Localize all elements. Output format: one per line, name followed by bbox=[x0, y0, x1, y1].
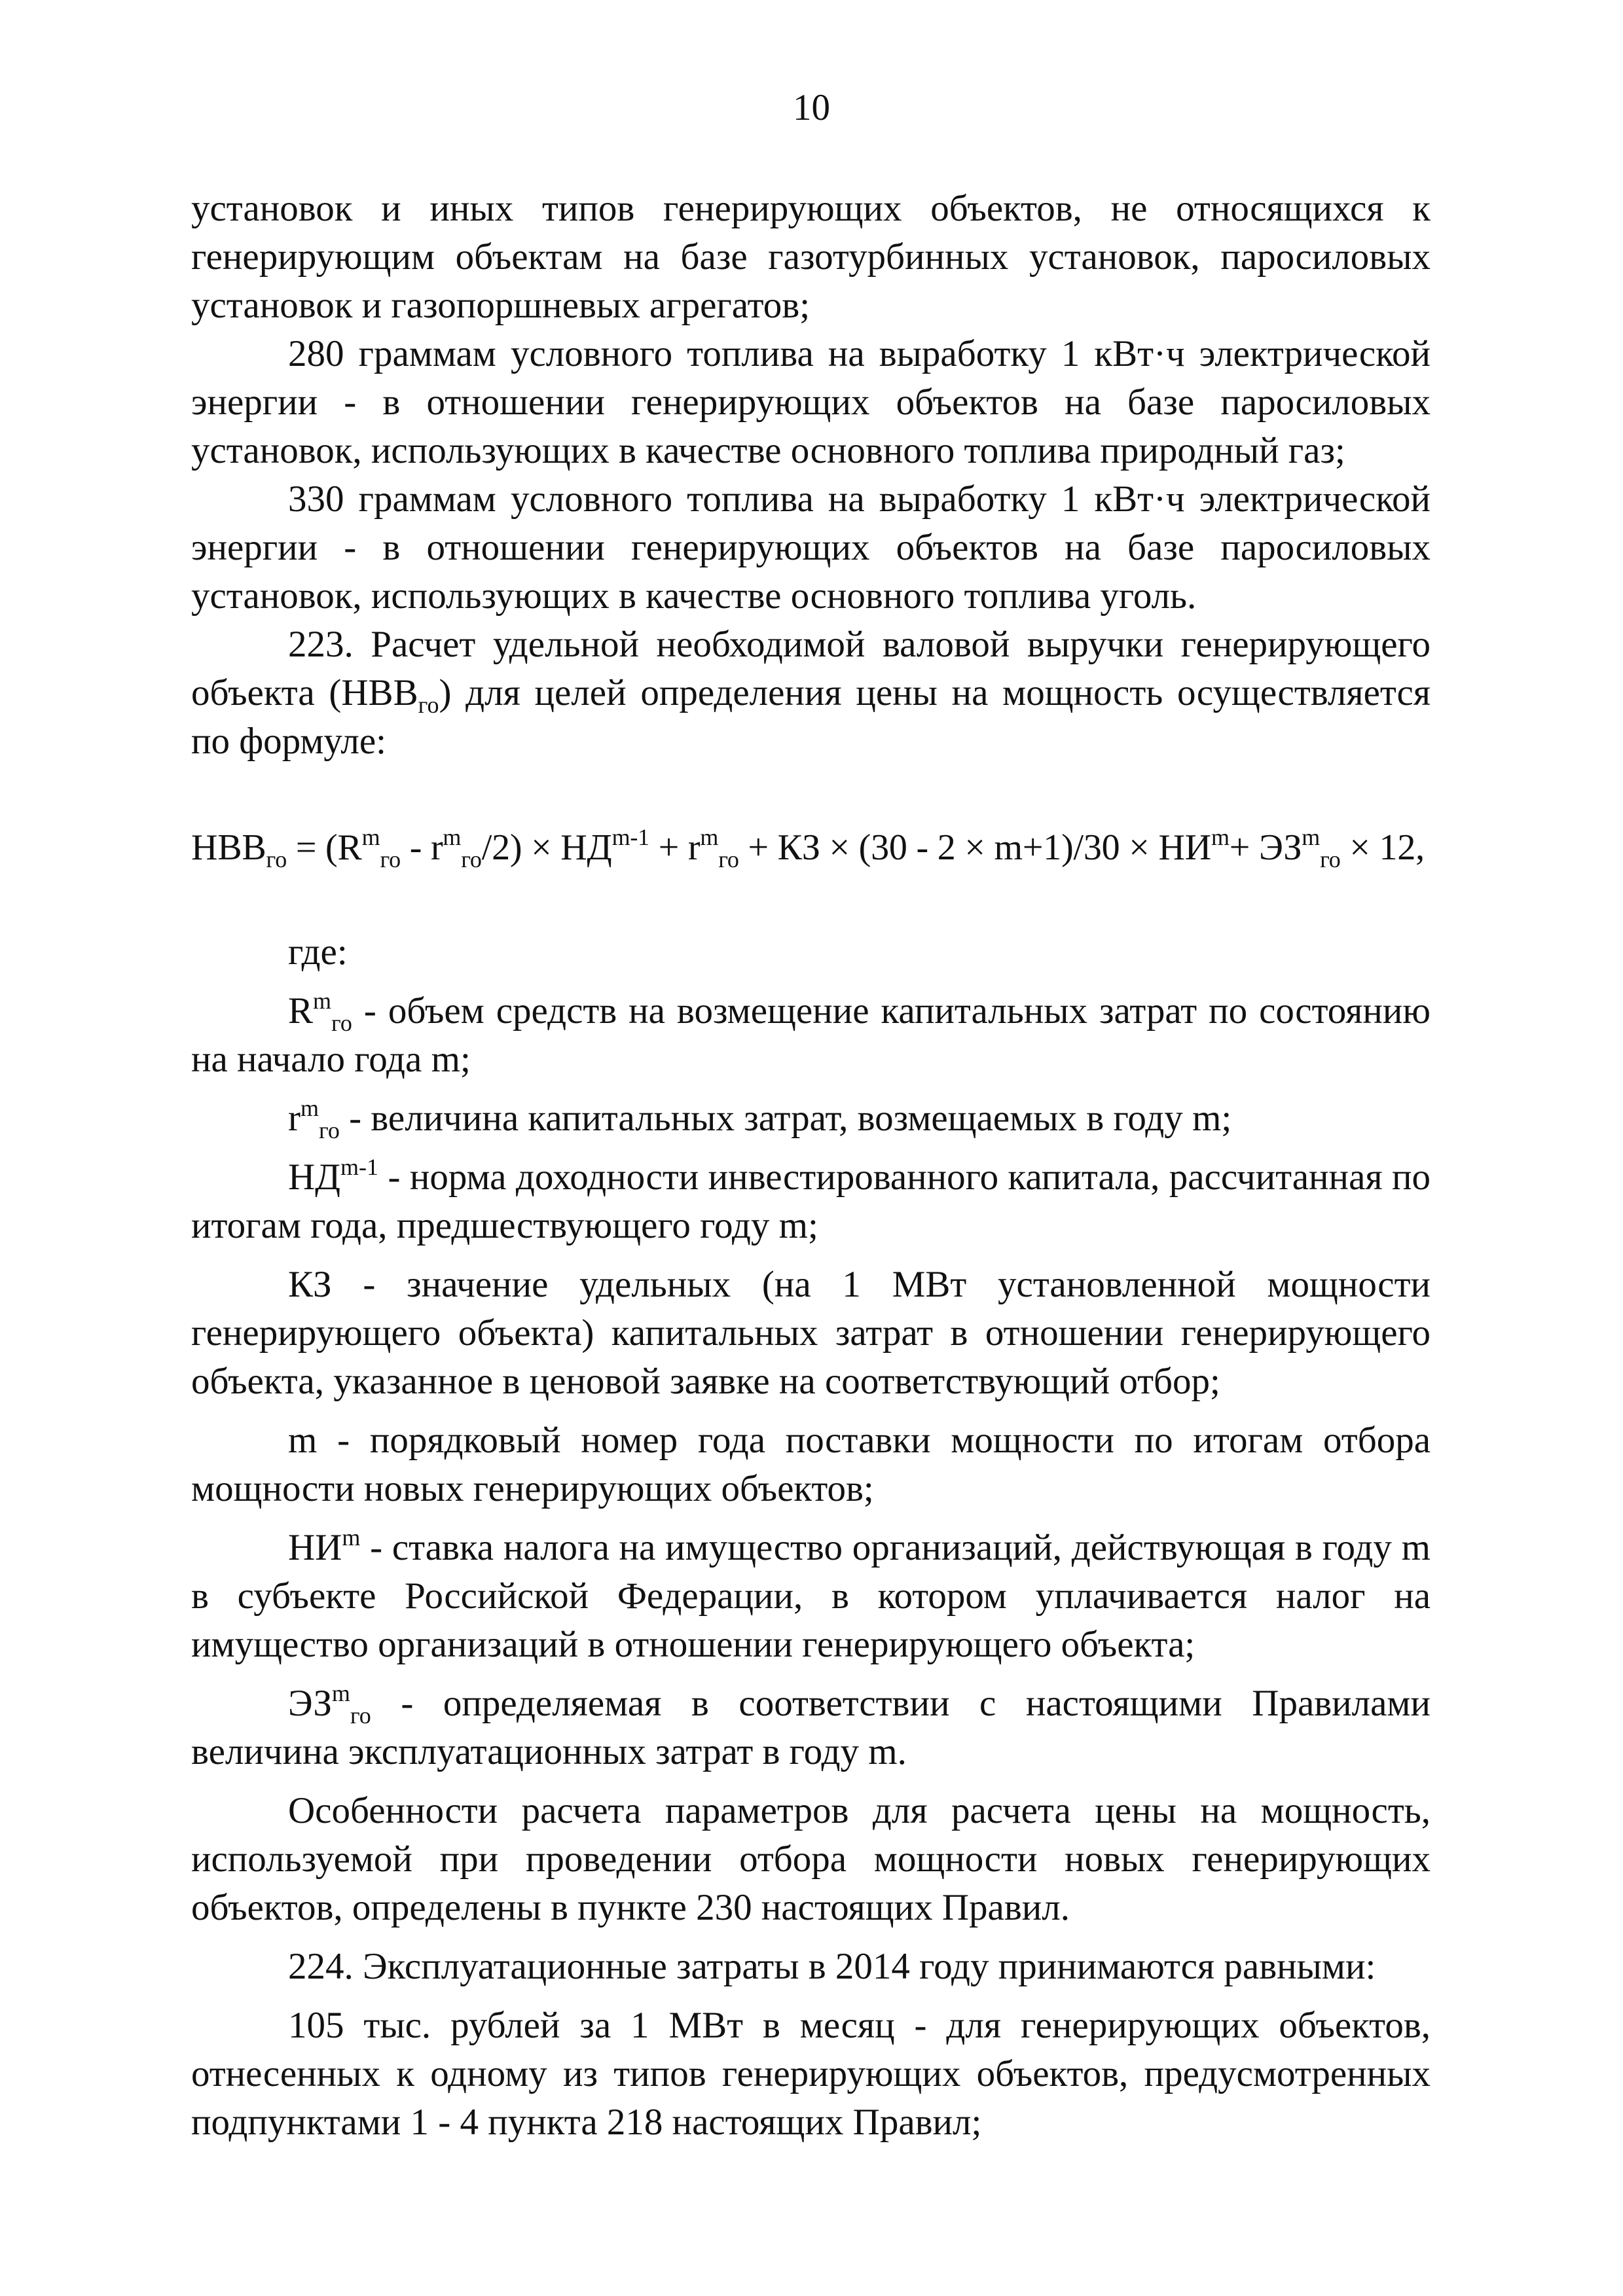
formula-part: /2) × НД bbox=[481, 827, 612, 868]
definition-EZ bbox=[191, 1679, 1431, 1776]
def-symbol: НД bbox=[288, 1157, 341, 1198]
nvv-formula bbox=[191, 823, 1431, 872]
definition-ND bbox=[191, 1153, 1431, 1250]
formula-sup: m-1 bbox=[611, 824, 649, 850]
formula-sup: m bbox=[361, 824, 380, 850]
formula-part: - r bbox=[400, 827, 443, 868]
formula-sup: m bbox=[1302, 824, 1321, 850]
def-text: - норма доходности инвестированного капитала, рассчитанная по итогам года, предшествующего году m; bbox=[191, 1157, 1431, 1246]
formula-sub: го bbox=[461, 846, 482, 872]
formula-sub: го bbox=[1320, 846, 1341, 872]
definition-R bbox=[191, 987, 1431, 1084]
def-symbol: ЭЗ bbox=[288, 1683, 332, 1724]
def-sub: го bbox=[319, 1117, 340, 1143]
def-sup: m bbox=[331, 1680, 350, 1706]
definition-KZ: КЗ - значение удельных (на 1 МВт установленной мощности генерирующего объекта) капитальных затрат в отношении генерирующего объекта, указанное в ценовой заявке на соответствующий отбор; bbox=[191, 1264, 1431, 1402]
def-text: - величина капитальных затрат, возмещаемых в году m; bbox=[339, 1098, 1232, 1139]
formula-sup: m bbox=[443, 824, 462, 850]
def-symbol: R bbox=[288, 990, 314, 1031]
p223-text-b: ) для целей определения цены на мощность осуществляется по формуле: bbox=[191, 672, 1431, 762]
def-sup: m bbox=[300, 1095, 319, 1121]
where-label: где: bbox=[288, 931, 348, 973]
paragraph-continuation: установок и иных типов генерирующих объектов, не относящихся к генерирующим объектам на базе газотурбинных установок, паросиловых установок и газопоршневых агрегатов; bbox=[191, 188, 1431, 326]
paragraph-105-thousand: 105 тыс. рублей за 1 МВт в месяц - для генерирующих объектов, отнесенных к одному из типов генерирующих объектов, предусмотренных подпунктами 1 - 4 пункта 218 настоящих Правил; bbox=[191, 2005, 1431, 2143]
document-body bbox=[191, 185, 1431, 2147]
def-text: - ставка налога на имущество организаций, действующая в году m в субъекте Российской Федерации, в котором уплачивается налог на имущество организаций в отношении генерирующего объекта; bbox=[191, 1527, 1431, 1665]
definition-m: m - порядковый номер года поставки мощности по итогам отбора мощности новых генерирующих объектов; bbox=[191, 1420, 1431, 1509]
formula-sub: го bbox=[266, 846, 287, 872]
paragraph-224: 224. Эксплуатационные затраты в 2014 году принимаются равными: bbox=[288, 1946, 1376, 1987]
formula-sub: го bbox=[718, 846, 739, 872]
formula-part: = (R bbox=[287, 827, 362, 868]
def-symbol: НИ bbox=[288, 1527, 342, 1568]
formula-part: НВВ bbox=[191, 827, 266, 868]
formula-sup: m bbox=[1211, 824, 1230, 850]
page-number: 10 bbox=[793, 87, 830, 128]
formula-part: + r bbox=[649, 827, 701, 868]
p223-text-a: 223. Расчет удельной необходимой валовой выручки генерирующего объекта (НВВ bbox=[191, 624, 1431, 713]
paragraph-280-grams: 280 граммам условного топлива на выработку 1 кВт·ч электрической энергии - в отношении генерирующих объектов на базе паросиловых установок, использующих в качестве основного топлива природный газ; bbox=[191, 333, 1431, 471]
formula-sup: m bbox=[700, 824, 719, 850]
def-sub: го bbox=[350, 1702, 371, 1729]
def-sup: m bbox=[342, 1524, 361, 1551]
def-text: - объем средств на возмещение капитальных затрат по состоянию на начало года m; bbox=[191, 990, 1431, 1080]
definition-r bbox=[191, 1094, 1431, 1143]
p223-subscript: го bbox=[418, 692, 439, 718]
paragraph-features: Особенности расчета параметров для расчета цены на мощность, используемой при проведении отбора мощности новых генерирующих объектов, определены в пункте 230 настоящих Правил. bbox=[191, 1790, 1431, 1928]
paragraph-330-grams: 330 граммам условного топлива на выработку 1 кВт·ч электрической энергии - в отношении генерирующих объектов на базе паросиловых установок, использующих в качестве основного топлива уголь. bbox=[191, 478, 1431, 617]
formula-part: × 12, bbox=[1340, 827, 1425, 868]
def-sup: m bbox=[313, 988, 332, 1014]
definition-NI bbox=[191, 1524, 1431, 1669]
def-text: - определяемая в соответствии с настоящими Правилами величина эксплуатационных затрат в году m. bbox=[191, 1683, 1431, 1772]
def-symbol: r bbox=[288, 1098, 301, 1139]
formula-part: + ЭЗ bbox=[1229, 827, 1302, 868]
paragraph-223 bbox=[191, 620, 1431, 766]
formula-sub: го bbox=[380, 846, 401, 872]
formula-part: + КЗ × (30 - 2 × m+1)/30 × НИ bbox=[739, 827, 1211, 868]
def-sub: го bbox=[331, 1010, 352, 1036]
def-sup: m-1 bbox=[340, 1154, 379, 1180]
